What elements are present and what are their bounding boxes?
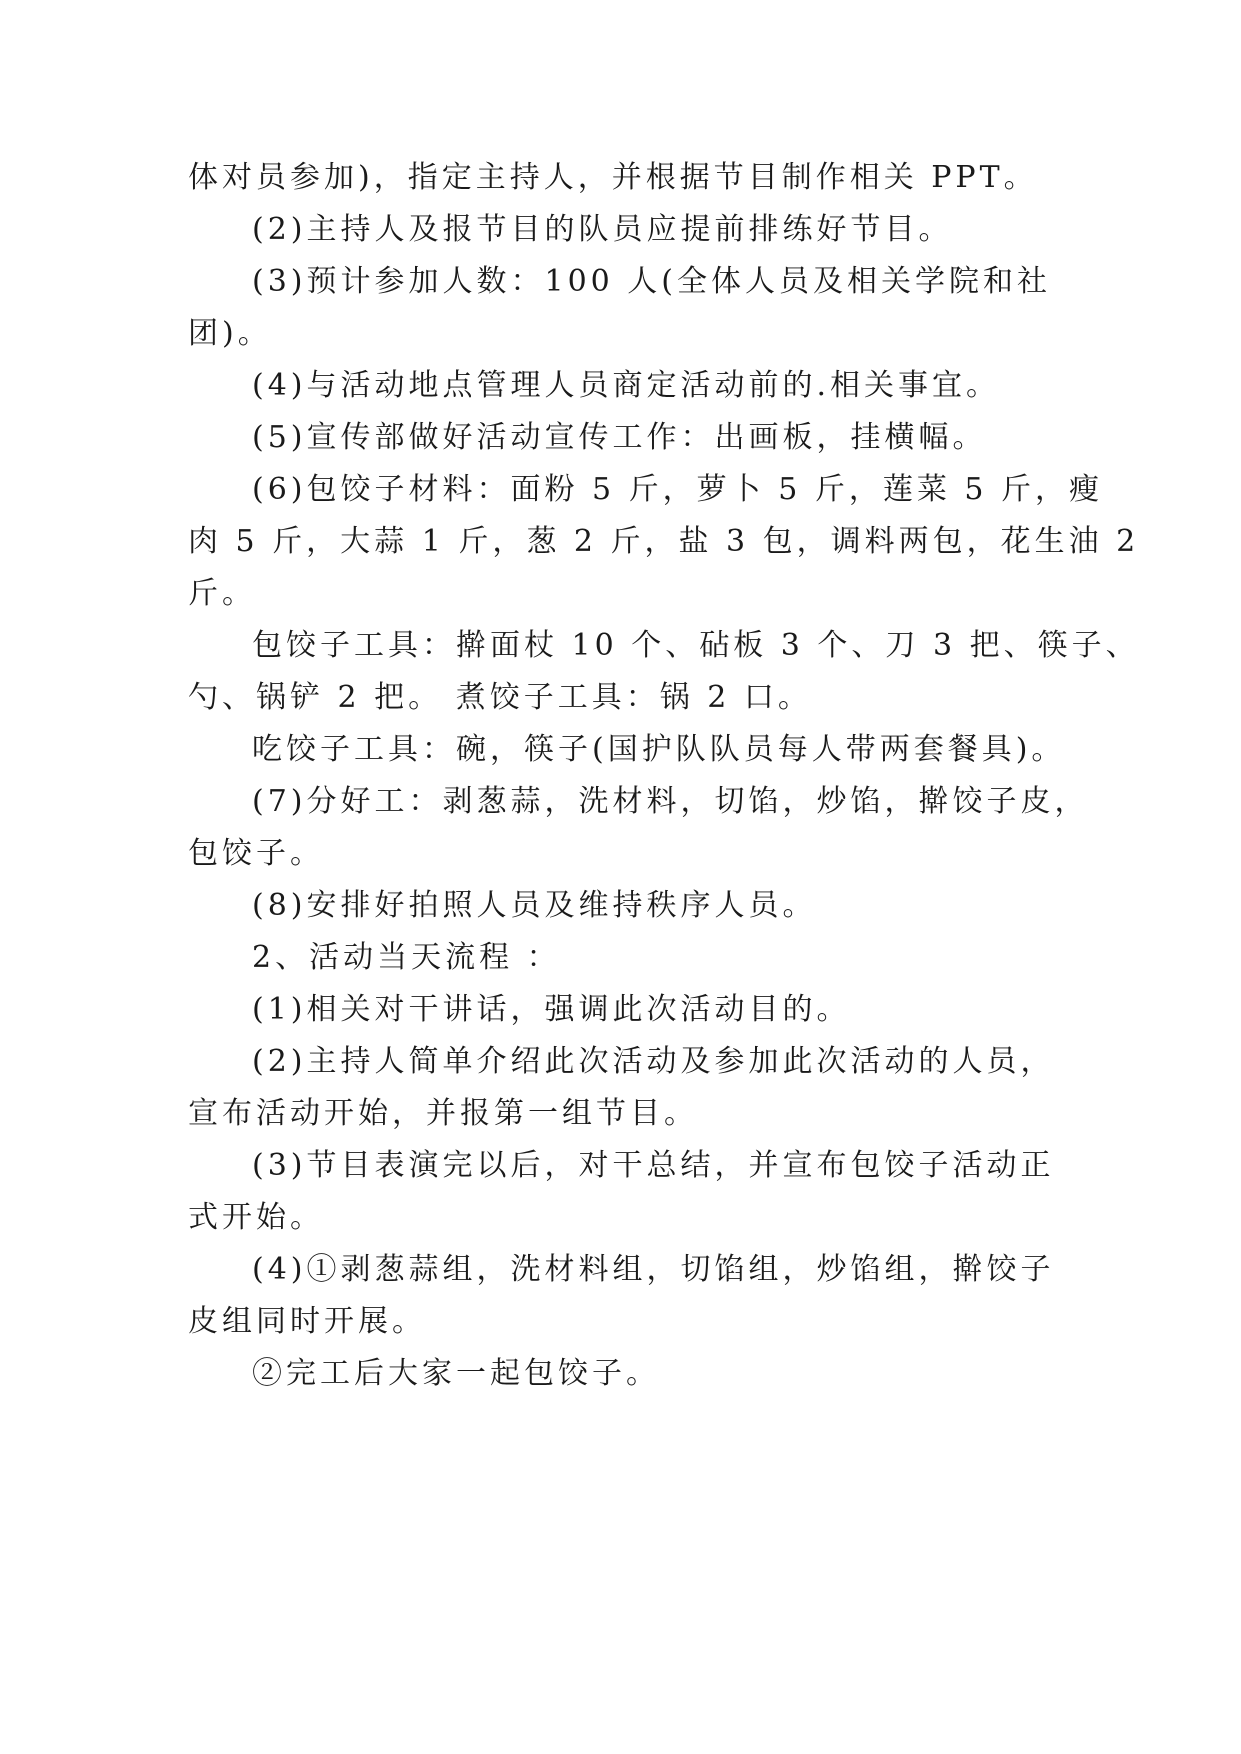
text-line: 式开始。 bbox=[188, 1200, 324, 1235]
text-line: (3)预计参加人数：100 人(全体人员及相关学院和社 bbox=[252, 264, 1051, 299]
text-line: 勺、锅铲 2 把。 煮饺子工具：锅 2 口。 bbox=[188, 680, 812, 715]
text-line: 肉 5 斤，大蒜 1 斤，葱 2 斤，盐 3 包，调料两包，花生油 2 bbox=[188, 524, 1140, 559]
text-line: ②完工后大家一起包饺子。 bbox=[252, 1356, 660, 1391]
text-line: (4)①剥葱蒜组，洗材料组，切馅组，炒馅组，擀饺子 bbox=[252, 1252, 1055, 1287]
text-line: 体对员参加)，指定主持人，并根据节目制作相关 PPT。 bbox=[188, 160, 1038, 195]
text-line: 宣布活动开始，并报第一组节目。 bbox=[188, 1096, 698, 1131]
text-line: 吃饺子工具：碗，筷子(国护队队员每人带两套餐具)。 bbox=[252, 732, 1066, 767]
text-line: (5)宣传部做好活动宣传工作：出画板，挂横幅。 bbox=[252, 420, 987, 455]
text-line: (4)与活动地点管理人员商定活动前的.相关事宜。 bbox=[252, 368, 1001, 403]
text-line: 皮组同时开展。 bbox=[188, 1304, 426, 1339]
text-line: 包饺子工具：擀面杖 10 个、砧板 3 个、刀 3 把、筷子、 bbox=[252, 628, 1140, 663]
text-line: (6)包饺子材料：面粉 5 斤，萝卜 5 斤，莲菜 5 斤，瘦 bbox=[252, 472, 1103, 507]
text-line: 斤。 bbox=[188, 576, 256, 611]
text-line: (8)安排好拍照人员及维持秩序人员。 bbox=[252, 888, 817, 923]
text-line: 2、活动当天流程 ： bbox=[252, 940, 561, 975]
text-line: (7)分好工：剥葱蒜，洗材料，切馅，炒馅，擀饺子皮， bbox=[252, 784, 1089, 819]
text-line: (2)主持人简单介绍此次活动及参加此次活动的人员， bbox=[252, 1044, 1055, 1079]
text-line: (2)主持人及报节目的队员应提前排练好节目。 bbox=[252, 212, 953, 247]
text-line: 团)。 bbox=[188, 316, 272, 351]
text-line: (1)相关对干讲话，强调此次活动目的。 bbox=[252, 992, 851, 1027]
text-line: 包饺子。 bbox=[188, 836, 324, 871]
text-line: (3)节目表演完以后，对干总结，并宣布包饺子活动正 bbox=[252, 1148, 1055, 1183]
